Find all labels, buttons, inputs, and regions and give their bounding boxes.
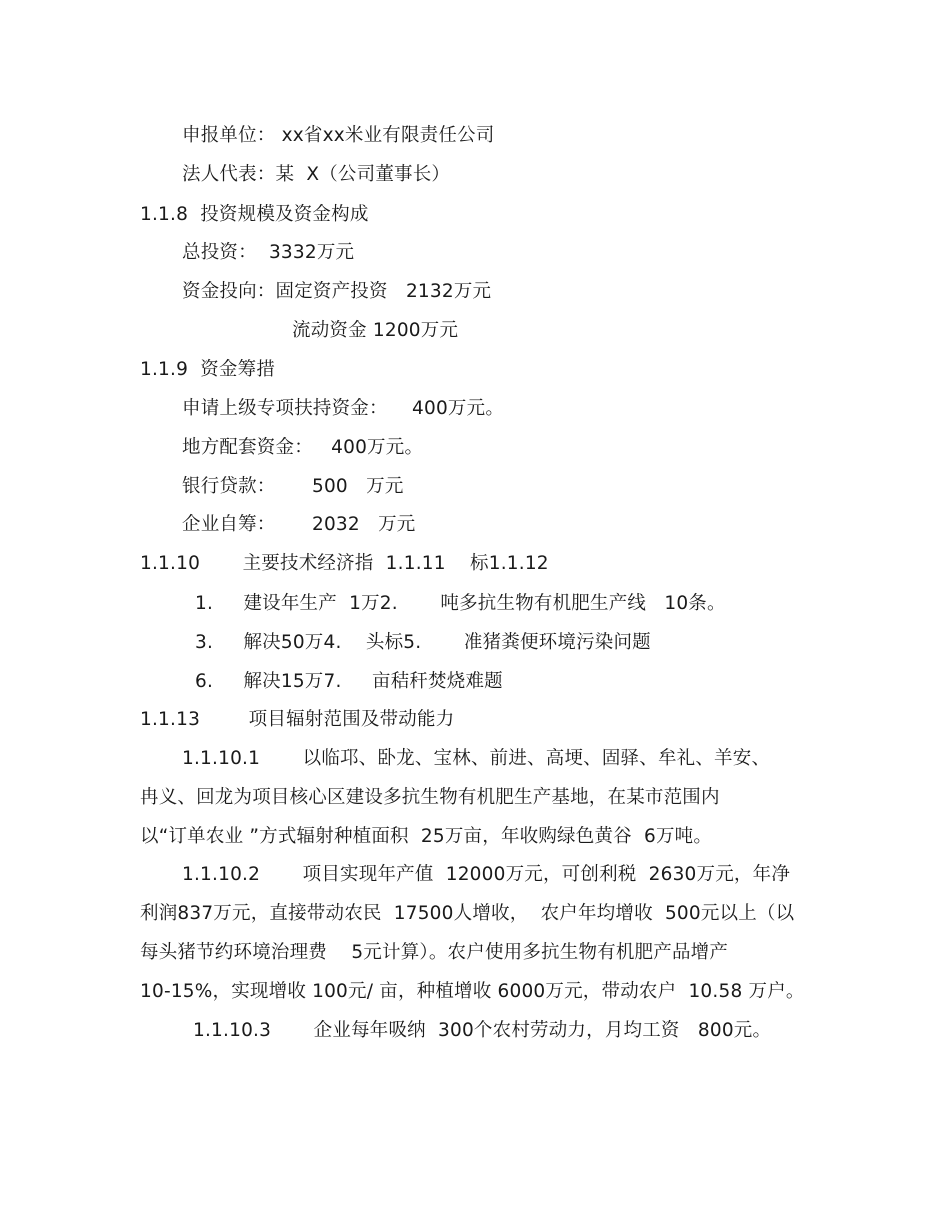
paragraph-1-1-10-2-line2: 利润837万元，直接带动农民 17500人增收， 农户年均增收 500元以上（以: [140, 903, 795, 924]
line-local-fund: 地方配套资金： 400万元。: [182, 437, 424, 458]
heading-1-1-8: 1.1.8 投资规模及资金构成: [140, 204, 369, 225]
paragraph-1-1-10-2-line3: 每头猪节约环境治理费 5元计算）。农户使用多抗生物有机肥产品增产: [140, 942, 729, 963]
line-legal-rep: 法人代表：某 X（公司董事长）: [182, 164, 451, 185]
heading-1-1-9: 1.1.9 资金筹措: [140, 359, 276, 380]
list-item-1-2: 1. 建设年生产 1万2. 吨多抗生物有机肥生产线 10条。: [195, 593, 726, 614]
paragraph-1-1-10-2-line4: 10-15%，实现增收 100元/ 亩，种植增收 6000万元，带动农户 10.58 万户。: [140, 981, 805, 1002]
paragraph-1-1-10-1-line1: 1.1.10.1 以临邛、卧龙、宝林、前进、高埂、固驿、牟礼、羊安、: [182, 748, 771, 769]
list-item-6-7: 6. 解决15万7. 亩秸秆焚烧难题: [195, 671, 503, 692]
line-applicant: 申报单位： xx省xx米业有限责任公司: [182, 125, 495, 146]
paragraph-1-1-10-2-line1: 1.1.10.2 项目实现年产值 12000万元，可创利税 2630万元，年净: [182, 864, 791, 885]
paragraph-1-1-10-3: 1.1.10.3 企业每年吸纳 300个农村劳动力，月均工资 800元。: [193, 1020, 772, 1041]
line-self-raised: 企业自筹： 2032 万元: [182, 514, 416, 535]
line-working-capital: 流动资金 1200万元: [292, 320, 459, 341]
heading-1-1-13: 1.1.13 项目辐射范围及带动能力: [140, 709, 455, 730]
list-item-3-5: 3. 解决50万4. 头标5. 准猪粪便环境污染问题: [195, 632, 651, 653]
line-special-fund: 申请上级专项扶持资金： 400万元。: [182, 398, 505, 419]
line-bank-loan: 银行贷款： 500 万元: [182, 476, 404, 497]
line-investment-direction: 资金投向：固定资产投资 2132万元: [182, 281, 492, 302]
paragraph-1-1-10-1-line2: 冉义、回龙为项目核心区建设多抗生物有机肥生产基地，在某市范围内: [140, 787, 720, 808]
line-total-investment: 总投资： 3332万元: [182, 242, 355, 263]
heading-1-1-10: 1.1.10 主要技术经济指 1.1.11 标1.1.12: [140, 553, 549, 574]
paragraph-1-1-10-1-line3: 以“订单农业 ”方式辐射种植面积 25万亩，年收购绿色黄谷 6万吨。: [140, 826, 713, 847]
